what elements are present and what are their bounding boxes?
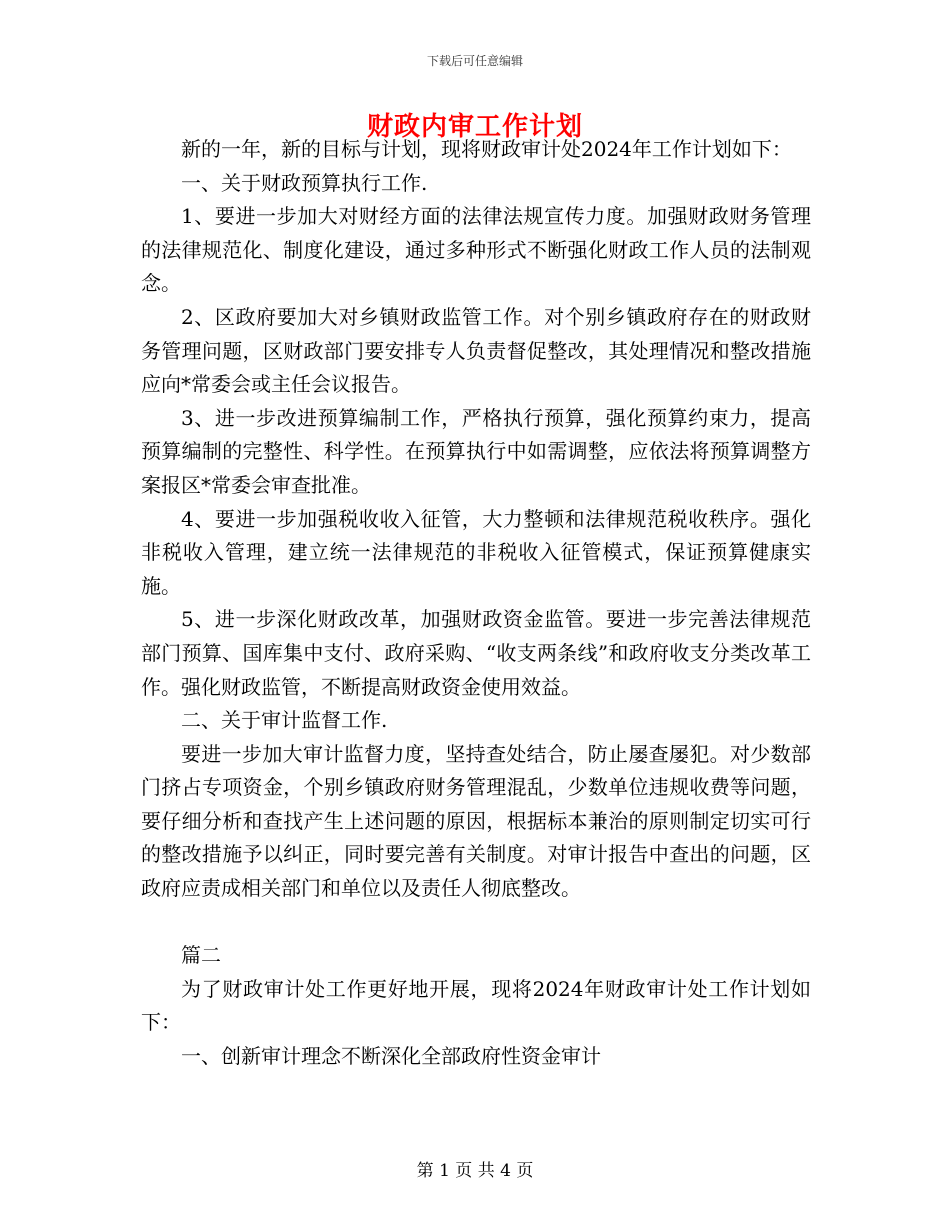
budget-item-2: 2、区政府要加大对乡镇财政监管工作。对个别乡镇政府存在的财政财务管理问题，区财政部门要安排专人负责督促整改，其处理情况和整改措施应向*常委会或主任会议报告。 — [141, 304, 811, 397]
budget-item-3: 3、进一步改进预算编制工作，严格执行预算，强化预算约束力，提高预算编制的完整性、科学性。在预算执行中如需调整，应依法将预算调整方案报区*常委会审查批准。 — [141, 405, 811, 497]
audit-paragraph: 要进一步加大审计监督力度，坚持查处结合，防止屡查屡犯。对少数部门挤占专项资金，个别乡镇政府财务管理混乱，少数单位违规收费等问题，要仔细分析和查找产生上述问题的原因，根据标本兼治的原则制定切实可行的整改措施予以纠正，同时要完善有关制度。对审计报告中查出的问题，区政府应责成相关部门和单位以及责任人彻底整改。 — [141, 741, 811, 901]
part-two-heading: 篇二 — [181, 943, 221, 968]
section-heading-budget: 一、关于财政预算执行工作. — [181, 170, 428, 195]
part-two-section-1: 一、创新审计理念不断深化全部政府性资金审计 — [181, 1044, 601, 1069]
document-body — [141, 133, 811, 1074]
section-heading-audit: 二、关于审计监督工作. — [181, 708, 388, 733]
blank-line — [141, 906, 811, 940]
page-number-footer: 第 1 页 共 4 页 — [416, 1161, 534, 1181]
document-title: 财政内审工作计划 — [366, 112, 583, 142]
intro-paragraph: 新的一年，新的目标与计划，现将财政审计处2024年工作计划如下： — [181, 137, 792, 161]
budget-item-4: 4、要进一步加强税收收入征管，大力整顿和法律规范税收秩序。强化非税收入管理，建立统一法律规范的非税收入征管模式，保证预算健康实施。 — [141, 506, 811, 598]
budget-item-5: 5、进一步深化财政改革，加强财政资金监管。要进一步完善法律规范部门预算、国库集中支付、政府采购、“收支两条线”和政府收支分类改革工作。强化财政监管，不断提高财政资金使用效益。 — [141, 607, 811, 699]
part-two-intro: 为了财政审计处工作更好地开展，现将2024年财政审计处工作计划如下： — [141, 976, 811, 1035]
page-header-note: 下载后可任意编辑 — [426, 54, 523, 68]
budget-item-1: 1、要进一步加大对财经方面的法律法规宣传力度。加强财政财务管理的法律规范化、制度化建设，通过多种形式不断强化财政工作人员的法制观念。 — [141, 204, 811, 296]
